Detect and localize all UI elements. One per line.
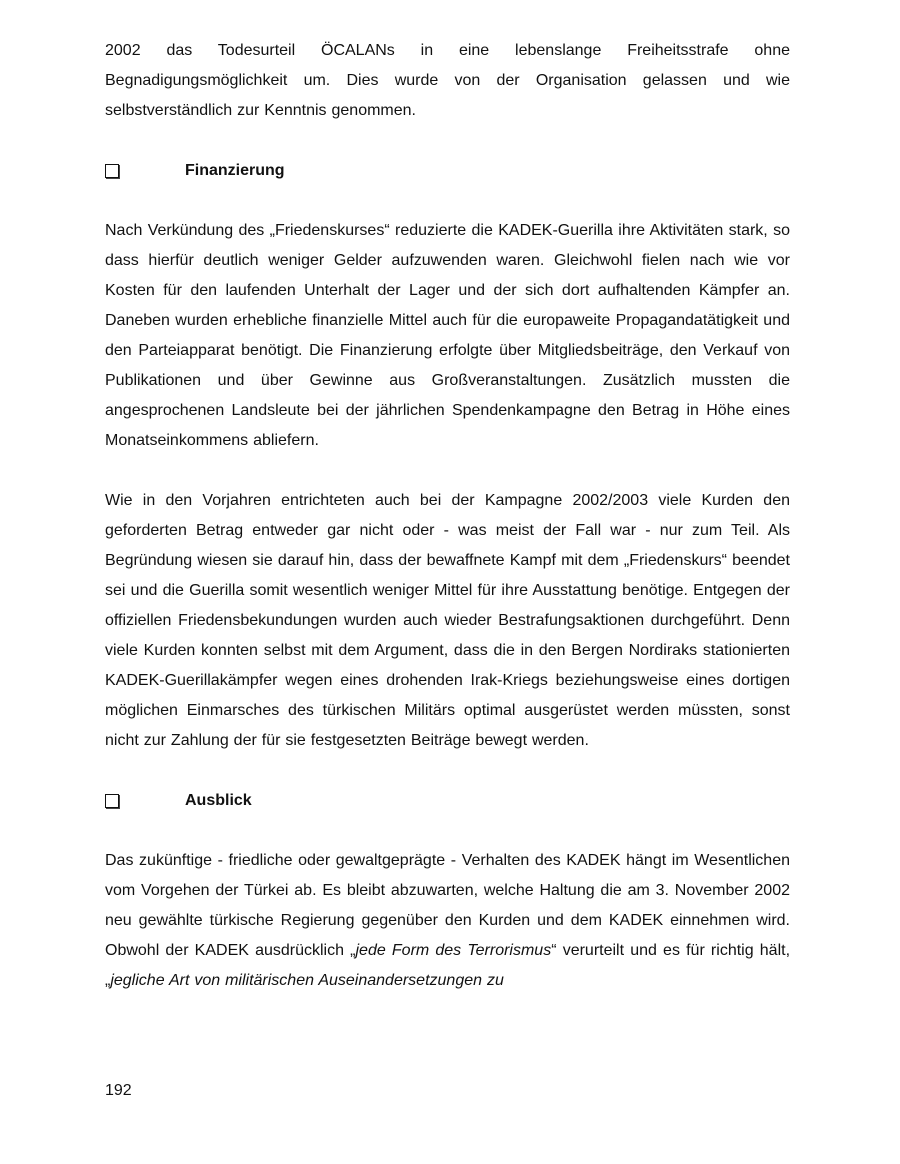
page-number: 192 xyxy=(105,1082,132,1099)
bullet-cell xyxy=(105,794,185,808)
outlook-text-2: “ verurteilt und es für richtig hält, „ xyxy=(105,942,791,989)
section-heading-label-ausblick: Ausblick xyxy=(185,792,252,809)
square-bullet-icon xyxy=(105,794,119,808)
section-heading-ausblick xyxy=(105,786,790,816)
paragraph-financing: Nach Verkündung des „Friedenskurses“ reduzierte die KADEK-Guerilla ihre Aktivitäten stark, so dass hierfür deutlich weniger Gelder aufzuwenden waren. Gleichwohl fielen nach wie vor Kosten für den laufenden Unterhalt der Lager und der sich dort aufhaltenden Kämpfer an. Daneben wurden erhebliche finanzielle Mittel auch für die europaweite Propagandatätigkeit und den Parteiapparat benötigt. Die Finanzierung erfolgte über Mitgliedsbeiträge, den Verkauf von Publikationen und über Gewinne aus Großveranstaltungen. Zusätzlich mussten die angesprochenen Landsleute bei der jährlichen Spendenkampagne den Betrag in Höhe eines Monatseinkommens abliefern. xyxy=(105,222,790,449)
paragraph-ocalan-sentence: 2002 das Todesurteil ÖCALANs in eine lebenslange Freiheitsstrafe ohne Begnadigungsmöglichkeit um. Dies wurde von der Organisation gelassen und wie selbstverständlich zur Kenntnis genommen. xyxy=(105,42,790,119)
outlook-italic-quote-1: jede Form des Terrorismus xyxy=(355,942,552,959)
section-heading-finanzierung xyxy=(105,156,790,186)
outlook-italic-quote-2: jegliche Art von militärischen Auseinandersetzungen zu xyxy=(110,972,504,989)
paragraph-campaign: Wie in den Vorjahren entrichteten auch bei der Kampagne 2002/2003 viele Kurden den geforderten Betrag entweder gar nicht oder - was meist der Fall war - nur zum Teil. Als Begründung wiesen sie darauf hin, dass der bewaffnete Kampf mit dem „Friedenskurs“ beendet sei und die Guerilla somit wesentlich weniger Mittel für ihre Ausstattung benötige. Entgegen der offiziellen Friedensbekundungen wurden auch wieder Bestrafungsaktionen durchgeführt. Denn viele Kurden konnten selbst mit dem Argument, dass die in den Bergen Nordiraks stationierten KADEK-Guerillakämpfer wegen eines drohenden Irak-Kriegs beziehungsweise eines dortigen möglichen Einmarsches des türkischen Militärs optimal ausgerüstet werden müssten, sonst nicht zur Zahlung der für sie festgesetzten Beiträge bewegt werden. xyxy=(105,492,790,749)
square-bullet-icon xyxy=(105,164,119,178)
section-heading-label-finanzierung: Finanzierung xyxy=(185,162,285,179)
paragraph-outlook xyxy=(105,846,790,996)
outlook-text-1: Das zukünftige - friedliche oder gewaltgeprägte - Verhalten des KADEK hängt im Wesentlichen vom Vorgehen der Türkei ab. Es bleibt abzuwarten, welche Haltung die am 3. November 2002 neu gewählte türkische Regierung gegenüber den Kurden und dem KADEK einnehmen wird. Obwohl der KADEK ausdrücklich „ xyxy=(105,852,790,959)
bullet-cell xyxy=(105,164,185,178)
